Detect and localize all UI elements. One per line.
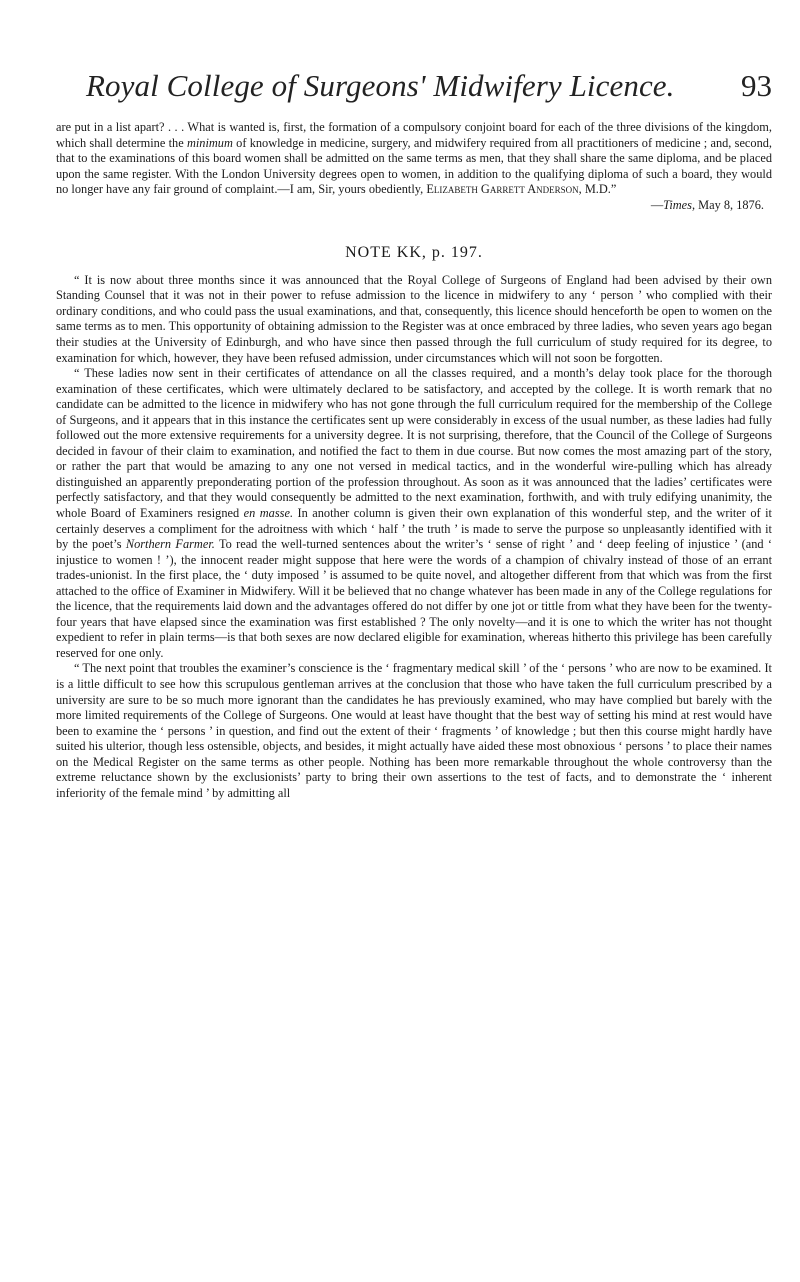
- emphasis-en-masse: en masse.: [243, 505, 294, 520]
- note-heading: NOTE KK, p. 197.: [345, 244, 483, 262]
- source-publication: Times,: [663, 197, 696, 212]
- emphasis-minimum: minimum: [186, 135, 233, 150]
- running-header: [56, 68, 772, 120]
- letter-signature: Elizabeth Garrett Anderson, M.D.”: [426, 182, 617, 197]
- source-dash: —: [650, 197, 664, 212]
- note-paragraph-3: “ The next point that troubles the examiner’s conscience is the ‘ fragmentary medical skill ’ of the ‘ persons ’ who are now to be examined. It is a little difficult to see how this scrupulous gentleman arrives at the conclusion that those who have taken the full curriculum prescribed by a university are sure to be so much more ignorant than the candidates he has previously examined, who may have complied but barely with the more limited requirements of the College of Surgeons. One would at least have thought that the best way of setting his mind at rest would have been to examine the ‘ persons ’ in question, and find out the extent of their ‘ fragments ’ of knowledge ; but then this course might hardly have suited his ulterior, though less ostensible, objects, and besides, it might actually have aided these most obnoxious ‘ persons ’ to place their names on the Medical Register on the same terms as other people. Nothing has been more remarkable throughout the whole controversy than the extreme reluctance shown by the exclusionists’ party to bring their own assertions to the test of facts, and to demonstrate the ‘ inherent inferiority of the female mind ’ by admitting all: [56, 661, 772, 800]
- note-text-continued: In another column is given their own explanation of this wonderful step, and the writer of it certainly deserves a compliment for the adroitness with which ‘ half ’ the truth ’ is made to serve the purpose so unpleasantly identified with it by the poet’s: [56, 505, 772, 552]
- letter-text-continued: of knowledge in medicine, surgery, and midwifery required from all practitioners of medicine ; and, second, that to the examinations of this board women shall be admitted on the same terms as men, that they shall share the same diploma, and be placed upon the same register. With the London University degrees open to women, in addition to the qualifying diploma of such a board, they would no longer have any fair ground of complaint.—I am, Sir, yours obediently,: [56, 135, 773, 197]
- page-number: 93: [741, 68, 772, 103]
- emphasis-northern-farmer: Northern Farmer.: [125, 537, 215, 552]
- letter-paragraph: [56, 120, 772, 198]
- page-body: [56, 120, 772, 801]
- note-paragraph-2: [56, 366, 772, 661]
- letter-text: are put in a list apart? . . . What is wanted is, first, the formation of a compulsory conjoint board for each of the three divisions of the kingdom, which shall determine the: [56, 120, 772, 150]
- source-date: May 8, 1876.: [698, 197, 764, 212]
- running-title: Royal College of Surgeons' Midwifery Licence.: [86, 68, 675, 103]
- note-text-final: To read the well-turned sentences about the writer’s ‘ sense of right ’ and ‘ deep feeling of injustice ’ (and ‘ injustice to women ! ’), the innocent reader might suppose that here were the words of a champion of chivalry instead of those of an errant trades-unionist. In the first place, the ‘ duty imposed ’ is assumed to be quite novel, and altogether different from that which was from the first attached to the office of Examiner in Midwifery. Will it be believed that no change whatever has been made in any of the College regulations for the licence, that the requirements laid down and the advantages offered do not differ by one jot or tittle from what they have been for the twenty-four years that have elapsed since the examination was first established ? The only novelty—and it is one to which the writer has not thought expedient to refer in plain terms—is that both sexes are now declared eligible for examination, whereas hitherto this privilege has been carefully reserved for one only.: [56, 537, 772, 660]
- note-text: “ These ladies now sent in their certificates of attendance on all the classes required, and a month’s delay took place for the thorough examination of these certificates, which were ultimately declared to be satisfactory, and accepted by the college. It is worth remark that no candidate can be admitted to the licence in midwifery who has not gone through the full curriculum required for the membership of the College of Surgeons, and it appears that in this instance the certificates sent up were considerably in excess of the usual number, as these ladies had fully followed out the more extensive requirements for a university degree. It is not surprising, therefore, that the Council of the College of Surgeons decided in favour of their claim to examination, and notified the fact to them in due course. But now comes the most amazing part of the story, or rather the part that would be amazing to any one not versed in medical tactics, and in the wonderful wire-pulling which has already distinguished an apparently preponderating portion of the profession throughout. As soon as it was announced that the ladies’ certificates were perfectly satisfactory, and that they would consequently be admitted to the next examination, forthwith, and with truly edifying unanimity, the whole Board of Examiners resigned: [56, 366, 772, 520]
- letter-source: [56, 198, 772, 214]
- note-paragraph-1: “ It is now about three months since it was announced that the Royal College of Surgeons of England had been advised by their own Standing Counsel that it was not in their power to refuse admission to the licence in midwifery to any ‘ person ’ who complied with their ordinary conditions, and who could pass the usual examinations, and that, consequently, this licence should henceforth be open to women on the same terms as to men. This opportunity of obtaining admission to the Register was at once embraced by three ladies, who seven years ago began their studies at the University of Edinburgh, and who have since then passed through the full curriculum of study required for its degree, to examination for which, however, they have been refused admission, under circumstances which will not soon be forgotten.: [56, 272, 772, 365]
